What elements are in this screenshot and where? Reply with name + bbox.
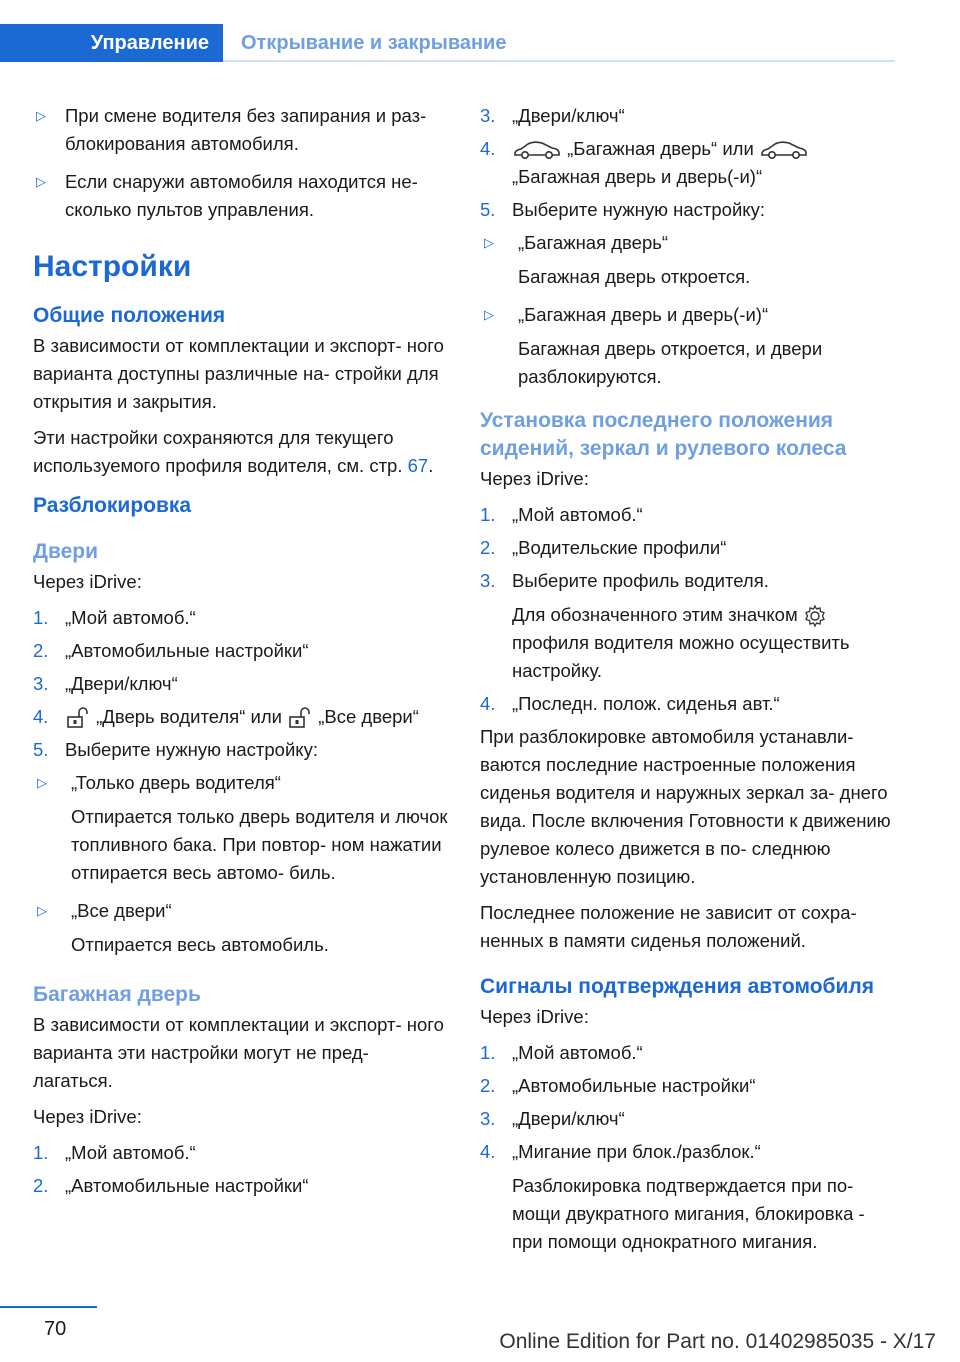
unlock-icon bbox=[65, 706, 91, 730]
car-icon bbox=[512, 139, 562, 161]
step-item: 5. Выберите нужную настройку: bbox=[33, 739, 318, 760]
step-item: 2. „Автомобильные настройки“ bbox=[33, 640, 309, 661]
step-item: 1. „Мой автомоб.“ bbox=[480, 504, 643, 525]
heading-trunk: Багажная дверь bbox=[33, 983, 201, 1006]
last-paragraph-2: Последнее положение не зависит от сохра- ненных в памяти сиденья положений. bbox=[480, 902, 857, 951]
last-paragraph-1: При разблокировке автомобиля устанавли- ваются последние настроенные положения сиденья водителя и наружных зеркал за- днего вида. После включения Готовности к движению рулевое колесо движется в по- следнюю установленную позицию. bbox=[480, 726, 891, 887]
list-item: ▷ При смене водителя без запирания и раз- блокирования автомобиля. bbox=[33, 102, 453, 158]
doors-intro: Через iDrive: bbox=[33, 571, 142, 592]
right-column bbox=[480, 102, 900, 1261]
footer-rule bbox=[0, 1306, 97, 1308]
left-column bbox=[33, 102, 453, 1205]
heading-settings: Настройки bbox=[33, 250, 192, 283]
unlock-icon bbox=[287, 706, 313, 730]
step-item: 5. Выберите нужную настройку: bbox=[480, 199, 765, 220]
triangle-bullet-icon: ▷ bbox=[36, 108, 46, 123]
last-intro: Через iDrive: bbox=[480, 468, 589, 489]
general-paragraph-2: Эти настройки сохраняются для текущего используемого профиля водителя, см. стр. 67. bbox=[33, 427, 434, 476]
trunk-paragraph: В зависимости от комплектации и экспорт- ного варианта эти настройки могут не пред- лагаться. bbox=[33, 1014, 444, 1091]
car-icon bbox=[759, 139, 809, 161]
edition-footer: Online Edition for Part no. 01402985035 - X/17 bbox=[499, 1330, 936, 1353]
step-item: 4. „Багажная дверь“ или „Багажная дверь и дверь(-и)“ bbox=[480, 135, 900, 191]
page-link[interactable]: 67 bbox=[407, 455, 429, 476]
step-item: 1. „Мой автомоб.“ bbox=[33, 1142, 196, 1163]
heading-doors: Двери bbox=[33, 540, 99, 563]
option-item: ▷ „Все двери“ Отпирается весь автомобиль. bbox=[33, 897, 453, 959]
option-item: ▷ „Багажная дверь“ Багажная дверь откроется. bbox=[480, 229, 900, 291]
step-item: 3. „Двери/ключ“ bbox=[33, 673, 178, 694]
heading-signals: Сигналы подтверждения автомобиля bbox=[480, 975, 875, 998]
header-rule bbox=[223, 60, 895, 62]
settings-icon bbox=[803, 604, 827, 628]
step-item: 4. „Мигание при блок./разблок.“ Разблокировка подтверждается при по- мощи двукратного мигания, блокировка - при помощи однократного мигания. bbox=[480, 1141, 865, 1252]
triangle-bullet-icon: ▷ bbox=[37, 775, 47, 790]
option-item: ▷ „Только дверь водителя“ Отпирается только дверь водителя и лючок топливного бака. При повтор- ном нажатии отпирается весь автомо- биль. bbox=[33, 769, 453, 887]
step-item: 4. „Дверь водителя“ или „Все двери“ bbox=[33, 703, 453, 731]
heading-unlock: Разблокировка bbox=[33, 494, 192, 517]
signals-intro: Через iDrive: bbox=[480, 1006, 589, 1027]
general-paragraph-1: В зависимости от комплектации и экспорт- ного варианта доступны различные на- стройки для открытия и закрытия. bbox=[33, 335, 444, 412]
step-item: 3. „Двери/ключ“ bbox=[480, 1108, 625, 1129]
page-number: 70 bbox=[44, 1318, 67, 1340]
heading-general: Общие положения bbox=[33, 304, 226, 327]
step-item: 1. „Мой автомоб.“ bbox=[480, 1042, 643, 1063]
page-header bbox=[0, 24, 895, 62]
option-item: ▷ „Багажная дверь и дверь(-и)“ Багажная дверь откроется, и двери разблокируются. bbox=[480, 301, 900, 391]
heading-last-position: Установка последнего положения сидений, зеркал и рулевого колеса bbox=[480, 409, 847, 460]
triangle-bullet-icon: ▷ bbox=[484, 307, 494, 322]
triangle-bullet-icon: ▷ bbox=[36, 174, 46, 189]
trunk-intro: Через iDrive: bbox=[33, 1106, 142, 1127]
step-item: 1. „Мой автомоб.“ bbox=[33, 607, 196, 628]
triangle-bullet-icon: ▷ bbox=[484, 235, 494, 250]
step-item: 3. „Двери/ключ“ bbox=[480, 105, 625, 126]
step-item: 2. „Автомобильные настройки“ bbox=[33, 1175, 309, 1196]
list-item: ▷ Если снаружи автомобиля находится не- сколько пультов управления. bbox=[33, 168, 453, 224]
step-item: 2. „Водительские профили“ bbox=[480, 537, 727, 558]
step-item: 3. Выберите профиль водителя. Для обозначенного этим значком профиля водителя можно осуществить настройку. bbox=[480, 570, 850, 681]
section-title[interactable]: Открывание и закрывание bbox=[241, 32, 507, 54]
tab-controls[interactable]: Управление bbox=[0, 24, 223, 62]
step-item: 4. „Последн. полож. сиденья авт.“ bbox=[480, 693, 780, 714]
triangle-bullet-icon: ▷ bbox=[37, 903, 47, 918]
step-item: 2. „Автомобильные настройки“ bbox=[480, 1075, 756, 1096]
